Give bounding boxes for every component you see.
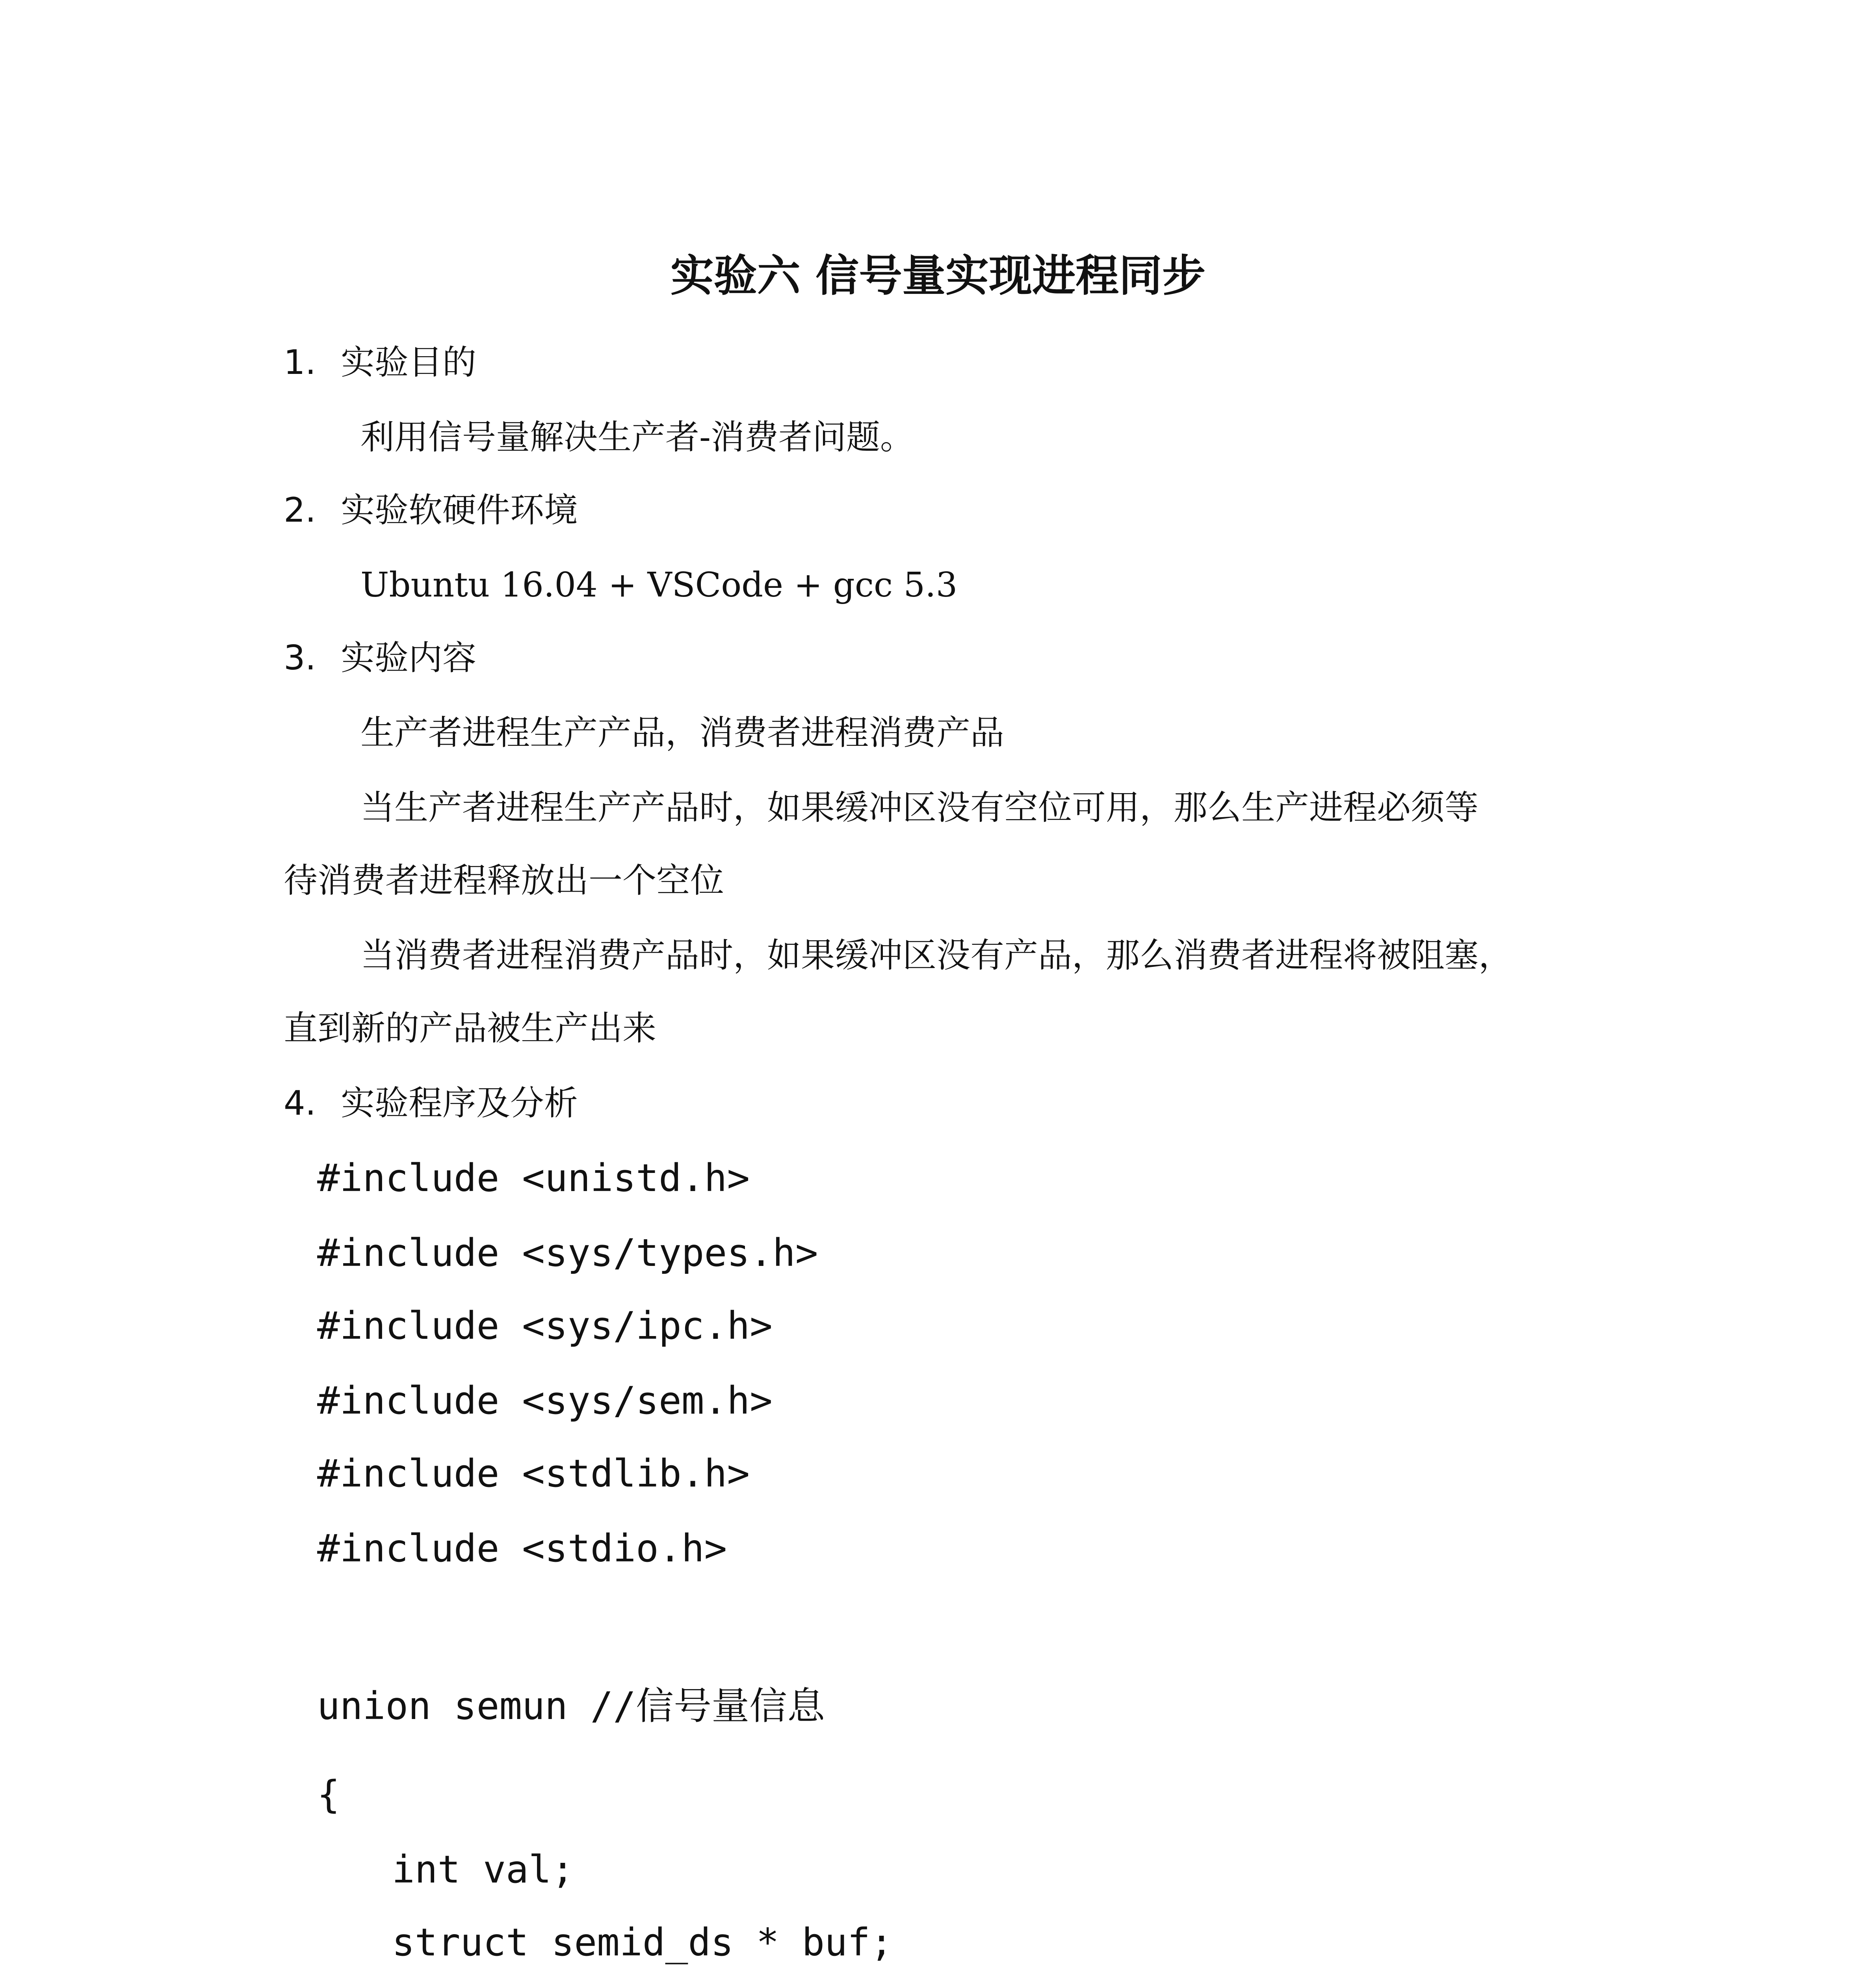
environment-line: Ubuntu 16.04 + VSCode + gcc 5.3 [360,565,958,605]
section-number: 4. [284,1084,316,1123]
content-paragraph-1: 生产者进程生产产品，消费者进程消费产品 [360,713,1004,753]
content-paragraph-2-line-2: 待消费者进程释放出一个空位 [284,861,724,900]
section-1-paragraph: 利用信号量解决生产者-消费者问题。 [360,418,914,457]
code-line-include-stdio: #include <stdio.h> [317,1526,727,1570]
section-title: 实验目的 [341,343,476,382]
code-line-int-val: int val; [392,1847,574,1892]
section-number: 2. [284,491,316,530]
code-line-include-unistd: #include <unistd.h> [317,1156,750,1200]
code-line-include-types: #include <sys/types.h> [317,1231,818,1275]
section-title: 实验软硬件环境 [341,491,578,530]
code-line-open-brace: { [317,1773,340,1817]
section-heading-4 [284,1080,578,1127]
code-line-include-ipc: #include <sys/ipc.h> [317,1304,773,1348]
code-line-include-sem: #include <sys/sem.h> [317,1379,773,1423]
content-paragraph-3-line-1: 当消费者进程消费产品时，如果缓冲区没有产品，那么消费者进程将被阻塞， [360,936,1512,975]
content-paragraph-3-line-2: 直到新的产品被生产出来 [284,1009,656,1048]
section-title: 实验程序及分析 [341,1084,578,1123]
section-number: 3. [284,638,316,678]
content-paragraph-2-line-1: 当生产者进程生产产品时，如果缓冲区没有空位可用，那么生产进程必须等 [360,788,1479,827]
section-title: 实验内容 [341,638,476,678]
document-title: 实验六 信号量实现进程同步 [670,251,1206,301]
section-heading-3 [284,634,476,682]
section-heading-1 [284,339,476,386]
section-number: 1. [284,343,316,382]
code-line-include-stdlib: #include <stdlib.h> [317,1451,750,1496]
code-line-struct-buf: struct semid_ds * buf; [392,1920,893,1964]
code-line-union-semun: union semun //信号量信息 [317,1684,825,1728]
section-heading-2 [284,487,578,534]
